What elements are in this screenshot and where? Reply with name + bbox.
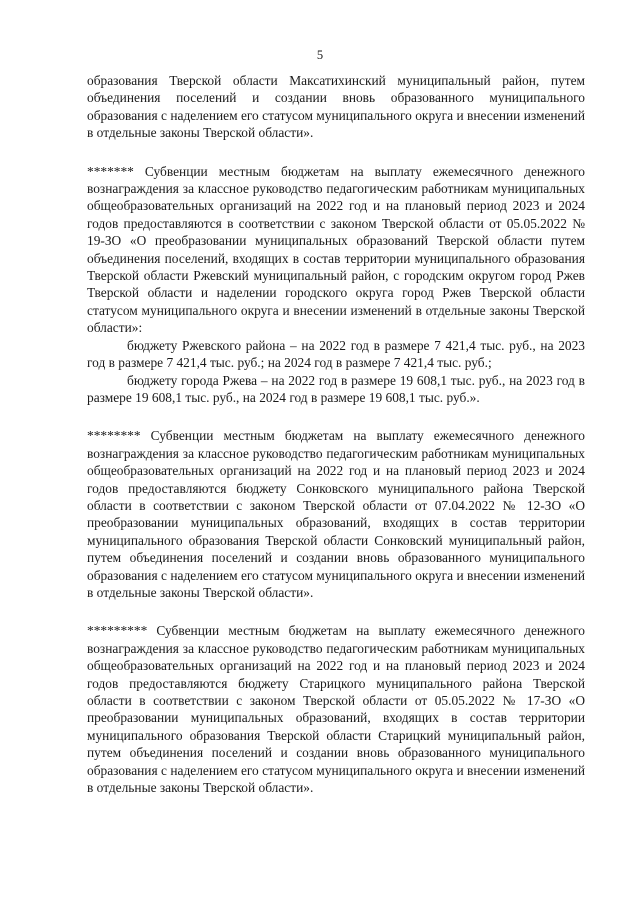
footnote-sonkovo: ******** Субвенции местным бюджетам на выплату ежемесячного денежного вознаграждения за классное руководство педагогическим работникам муниципальных общеобразовательных организаций на 2022 год и на плановый период 2023 и 2024 годов предоставляются бюджету Сонковского муниципального района Тверской области в соответствии с законом Тверской области от 07.04.2022 № 12-ЗО «О преобразовании муниципальных образований, входящих в состав территории муниципального образования Тверской области Сонковский муниципальный район, путем объединения поселений и создании вновь образованного муниципального образования с наделением его статусом муниципального округа и внесении изменений в отдельные законы Тверской области».: [87, 428, 585, 600]
page-number: 5: [316, 48, 324, 62]
paragraph-continuation: образования Тверской области Максатихинский муниципальный район, путем объединения поселений и создании вновь образованного муниципального образования с наделением его статусом муниципального округа и внесении изменений в отдельные законы Тверской области».: [87, 73, 585, 141]
footnote-rzhev: ******* Субвенции местным бюджетам на выплату ежемесячного денежного вознаграждения за классное руководство педагогическим работникам муниципальных общеобразовательных организаций на 2022 год и на плановый период 2023 и 2024 годов предоставляются в соответствии с законом Тверской области от 05.05.2022 № 19-ЗО «О преобразовании муниципальных образований Тверской области путем объединения поселений, входящих в состав территории муниципального образования Тверской области Ржевский муниципальный район, с городским округом город Ржев Тверской области и наделении городского округа город Ржев Тверской области статусом муниципального округа и внесении изменений в отдельные законы Тверской области»:: [87, 163, 585, 336]
footnote-rzhev-district-amounts: бюджету Ржевского района – на 2022 год в размере 7 421,4 тыс. руб., на 2023 год в размере 7 421,4 тыс. руб.; на 2024 год в размере 7 421,4 тыс. руб.;: [87, 337, 585, 371]
footnote-staritsa: ********* Субвенции местным бюджетам на выплату ежемесячного денежного вознаграждения за классное руководство педагогическим работникам муниципальных общеобразовательных организаций на 2022 год и на плановый период 2023 и 2024 годов предоставляются бюджету Старицкого муниципального района Тверской области в соответствии с законом Тверской области от 05.05.2022 № 17-ЗО «О преобразовании муниципальных образований, входящих в состав территории муниципального образования Тверской области Старицкий муниципальный район, путем объединения поселений и создании вновь образованного муниципального образования с наделением его статусом муниципального округа и внесении изменений в отдельные законы Тверской области».: [87, 623, 585, 796]
paragraph-gap: [87, 142, 585, 163]
footnote-rzhev-city-amounts: бюджету города Ржева – на 2022 год в размере 19 608,1 тыс. руб., на 2023 год в размере 19 608,1 тыс. руб., на 2024 год в размере 19 608,1 тыс. руб.».: [87, 372, 585, 405]
document-body: [87, 72, 585, 796]
paragraph-gap: [87, 601, 585, 622]
paragraph-gap: [87, 406, 585, 427]
